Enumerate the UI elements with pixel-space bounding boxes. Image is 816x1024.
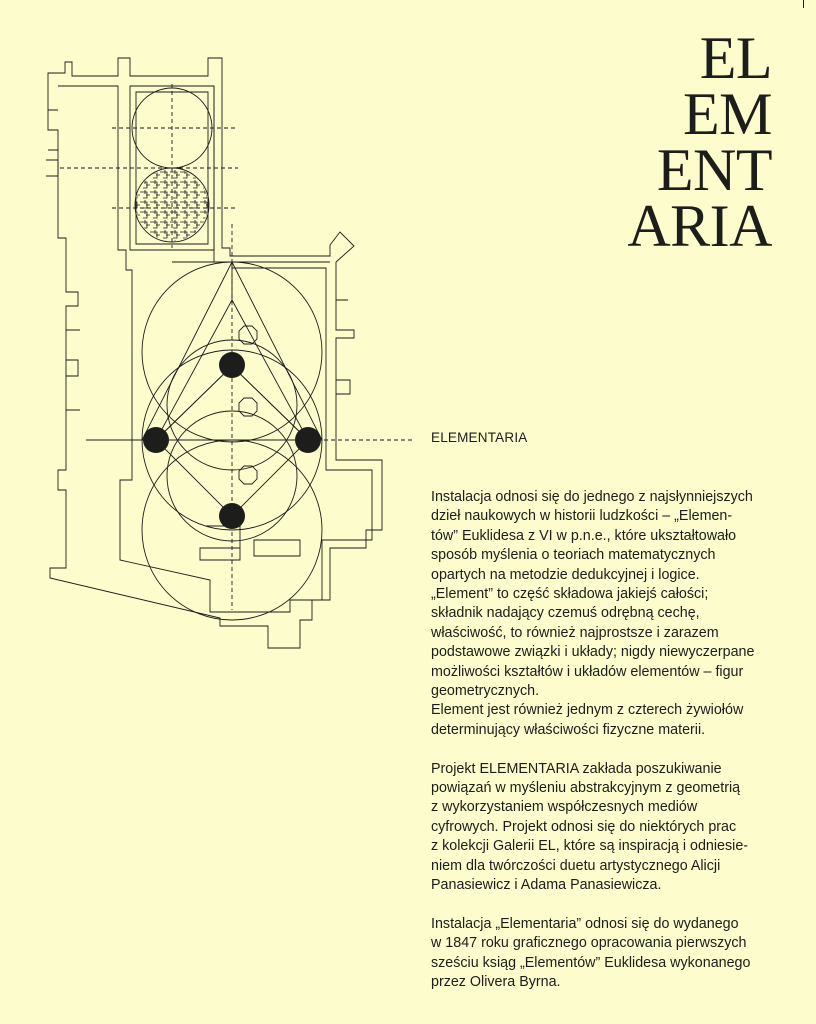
stacked-title [627, 25, 772, 259]
title-line-3: ENT [656, 137, 772, 203]
octagon-3 [239, 466, 257, 484]
text-line: Panasiewicz i Adama Panasiewicza. [431, 877, 662, 894]
dot-left [143, 427, 169, 453]
corner-crop-mark [803, 0, 804, 8]
text-line: cyfrowych. Projekt odnosi się do niektórych prac [431, 818, 737, 835]
wall-notches [46, 110, 350, 560]
text-line: Projekt ELEMENTARIA zakłada poszukiwanie [431, 760, 722, 777]
title-line-4: ARIA [627, 193, 772, 259]
text-line: składnik nadający czemuś odrębną cechę, [431, 605, 700, 622]
text-line: z wykorzystaniem współczesnych mediów [431, 799, 698, 816]
text-line: sześciu ksiąg „Elementów” Euklidesa wykonanego [431, 954, 751, 971]
body-text [431, 488, 781, 1012]
text-line: przez Olivera Byrna. [431, 974, 561, 991]
text-line: geometrycznych. [431, 683, 540, 700]
text-line: Instalacja odnosi się do jednego z najsłynniejszych [431, 489, 753, 505]
text-line: w 1847 roku graficznego opracowania pierwszych [431, 935, 747, 952]
dot-right [295, 427, 321, 453]
text-line: powiązań w myśleniu abstrakcyjnym z geometrią [431, 780, 741, 797]
dot-top [219, 352, 245, 378]
text-line: „Element” to część składowa jakiejś całości; [431, 586, 709, 603]
text-line: tów” Euklidesa z VI w p.n.e., które ukształtowało [431, 527, 737, 544]
text-line: możliwości kształtów i układów elementów – figur [431, 663, 744, 680]
paragraph-3 [431, 915, 781, 993]
text-line: niem dla twórczości duetu artystycznego Alicji [431, 857, 721, 874]
text-line: Instalacja „Elementaria” odnosi się do wydanego [431, 915, 739, 932]
text-line: dzieł naukowych w historii ludzkości – „Elemen- [431, 508, 733, 525]
text-line: z kolekcji Galerii EL, które są inspiracją i odniesie- [431, 838, 749, 855]
text-line: Element jest również jednym z czterech żywiołów [431, 702, 744, 719]
text-line: podstawowe związki i układy; nigdy niewyczerpane [431, 644, 755, 661]
dot-bottom [219, 503, 245, 529]
text-line: właściwość, to również najprostsze i zarazem [431, 624, 719, 641]
axis-lines [60, 84, 412, 610]
paragraph-1 [431, 488, 781, 740]
title-line-2: EM [683, 81, 772, 147]
text-line: determinujący właściwości fizyczne materii. [431, 721, 706, 738]
text-line: sposób myślenia o teoriach matematycznych [431, 547, 716, 564]
subtitle: ELEMENTARIA [431, 430, 528, 445]
text-line: opartych na metodzie dedukcyjnej i logice. [431, 566, 700, 583]
floor-plan-geometry-diagram [40, 50, 420, 660]
building-inner-wall [58, 86, 372, 612]
paragraph-2 [431, 760, 781, 896]
building-outer-wall [48, 58, 382, 648]
title-line-1: EL [699, 25, 772, 91]
